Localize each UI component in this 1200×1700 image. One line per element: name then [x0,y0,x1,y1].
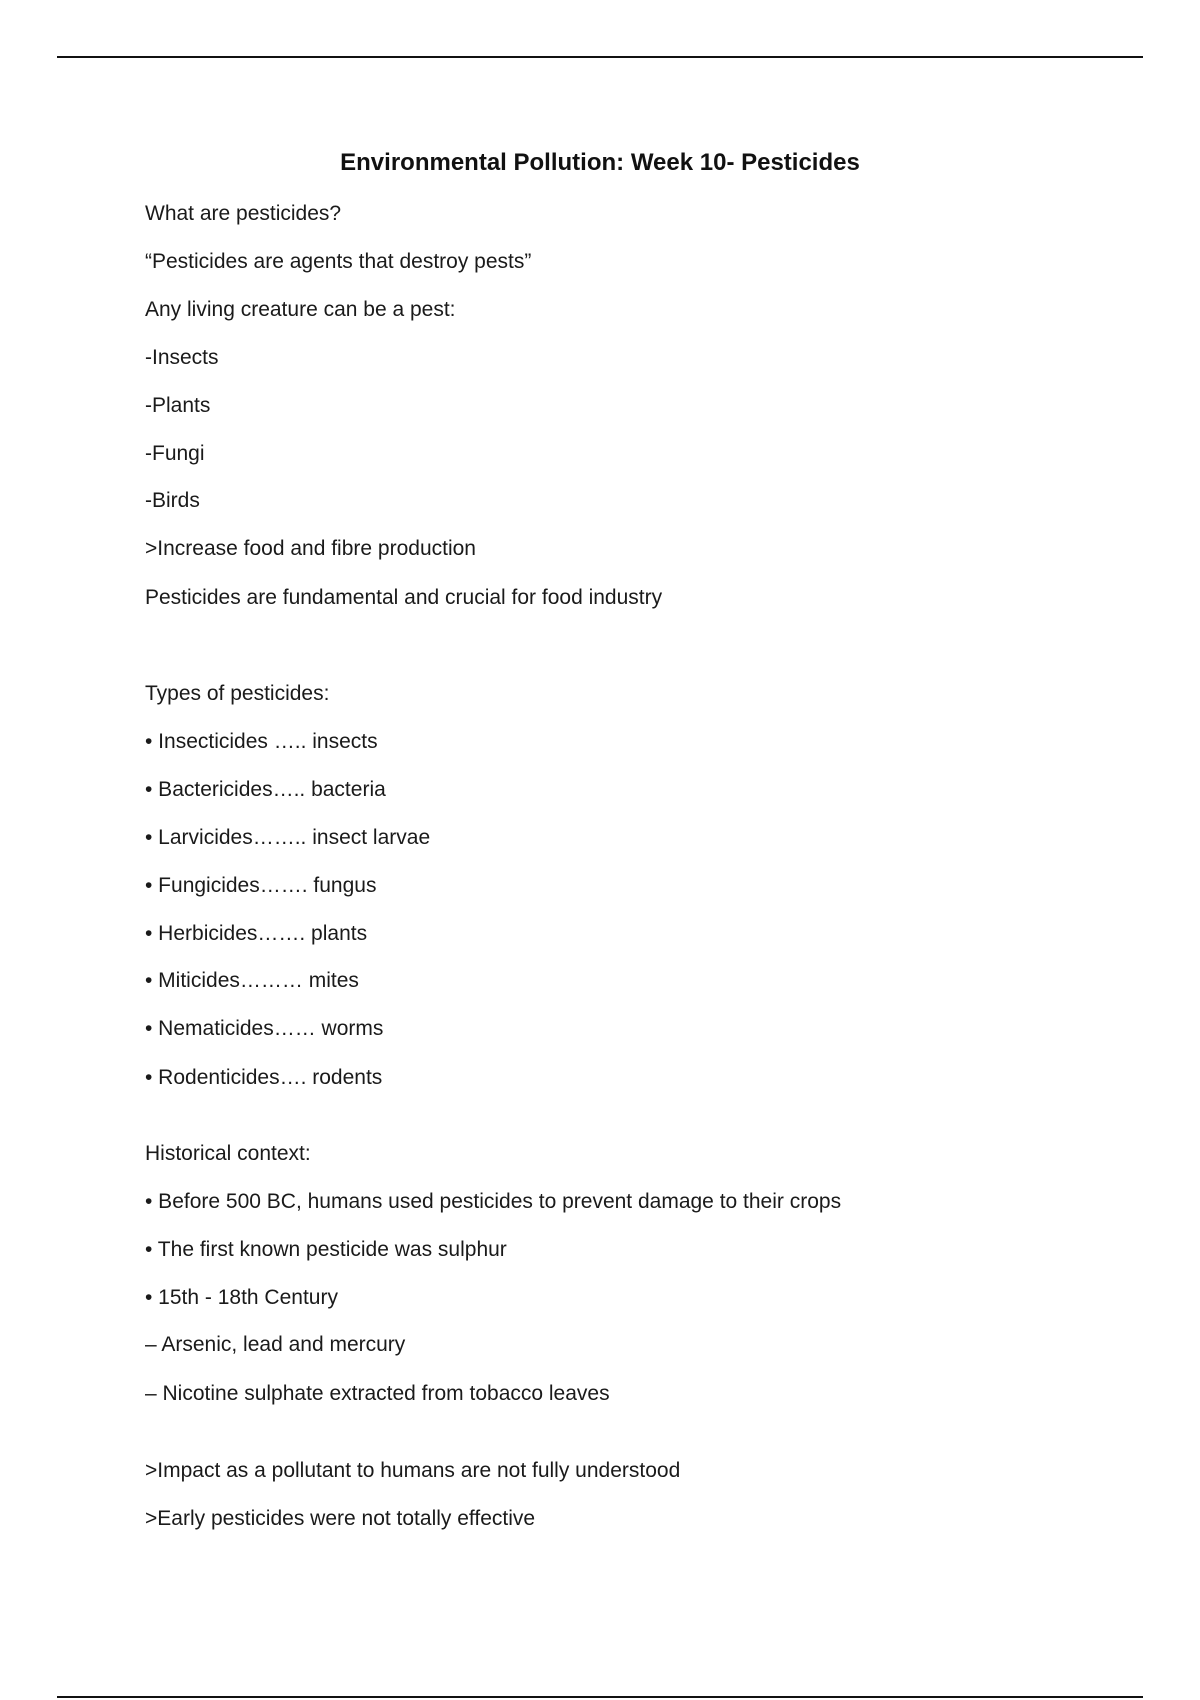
type-bactericides: • Bactericides….. bacteria [145,778,386,801]
intro-pest-heading: Any living creature can be a pest: [145,298,456,321]
type-insecticides: • Insecticides ….. insects [145,730,378,753]
pest-item-birds: -Birds [145,489,200,512]
history-first-pesticide: • The first known pesticide was sulphur [145,1238,507,1261]
footer-rule [57,1696,1143,1698]
type-fungicides: • Fungicides……. fungus [145,874,377,897]
note-effectiveness: >Early pesticides were not totally effective [145,1507,536,1530]
intro-note-production: >Increase food and fibre production [145,537,476,560]
header-rule [57,56,1143,58]
history-arsenic: – Arsenic, lead and mercury [145,1333,406,1356]
type-larvicides: • Larvicides…….. insect larvae [145,826,431,849]
history-before-500bc: • Before 500 BC, humans used pesticides to prevent damage to their crops [145,1190,842,1213]
pest-item-fungi: -Fungi [145,442,205,465]
type-herbicides: • Herbicides……. plants [145,922,368,945]
history-nicotine: – Nicotine sulphate extracted from tobacco leaves [145,1382,610,1405]
types-heading: Types of pesticides: [145,682,330,705]
pest-item-insects: -Insects [145,346,219,369]
history-heading: Historical context: [145,1142,311,1165]
type-nematicides: • Nematicides…… worms [145,1017,384,1040]
intro-note-fundamental: Pesticides are fundamental and crucial for food industry [145,586,663,609]
document-title: Environmental Pollution: Week 10- Pesticides [340,149,860,176]
note-impact: >Impact as a pollutant to humans are not fully understood [145,1459,681,1482]
type-miticides: • Miticides……… mites [145,969,359,992]
pest-item-plants: -Plants [145,394,211,417]
history-century: • 15th - 18th Century [145,1286,338,1309]
intro-question: What are pesticides? [145,202,342,225]
intro-definition: “Pesticides are agents that destroy pests” [145,250,532,273]
type-rodenticides: • Rodenticides…. rodents [145,1066,383,1089]
